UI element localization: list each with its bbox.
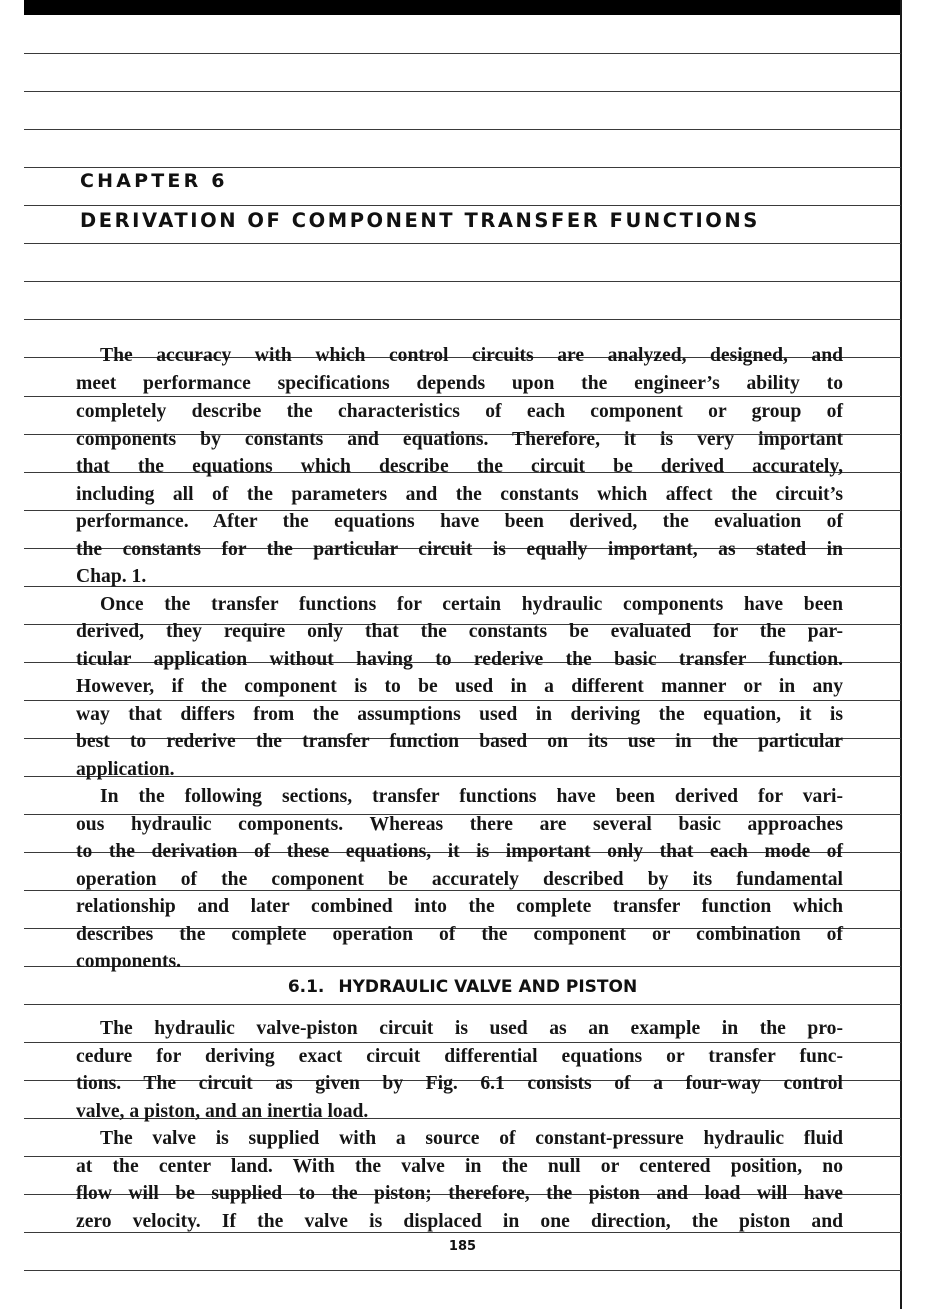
text-line: to the derivation of these equations, it is important only that each mode of <box>76 841 843 862</box>
text-line: meet performance specifications depends upon the engineer’s ability to <box>76 373 843 394</box>
text-line: operation of the component be accurately described by its fundamental <box>76 869 843 890</box>
rule-line <box>24 243 901 244</box>
text-line: In the following sections, transfer functions have been derived for vari- <box>100 786 843 807</box>
section-heading <box>0 977 925 997</box>
text-line: the constants for the particular circuit is equally important, as stated in <box>76 539 843 560</box>
text-line: The valve is supplied with a source of constant-pressure hydraulic fluid <box>100 1128 843 1149</box>
chapter-title: DERIVATION OF COMPONENT TRANSFER FUNCTIONS <box>80 209 760 232</box>
text-line: at the center land. With the valve in the null or centered position, no <box>76 1156 843 1177</box>
text-line: describes the complete operation of the component or combination of <box>76 924 843 945</box>
text-line: ticular application without having to rederive the basic transfer function. <box>76 649 843 670</box>
rule-line <box>24 700 901 701</box>
page-number: 185 <box>448 1239 477 1254</box>
rule-line <box>24 91 901 92</box>
rule-line <box>24 281 901 282</box>
text-line: components. <box>76 951 182 972</box>
rule-line <box>24 1004 901 1005</box>
text-line: However, if the component is to be used in a different manner or in any <box>76 676 843 697</box>
text-line: relationship and later combined into the complete transfer function which <box>76 896 843 917</box>
text-line: best to rederive the transfer function based on its use in the particular <box>76 731 843 752</box>
rule-line <box>24 319 901 320</box>
rule-line <box>24 1042 901 1043</box>
section-number: 6.1. <box>287 977 325 997</box>
rule-line <box>24 129 901 130</box>
text-line: including all of the parameters and the constants which affect the circuit’s <box>76 484 843 505</box>
text-line: flow will be supplied to the piston; therefore, the piston and load will have <box>76 1183 843 1204</box>
text-line: that the equations which describe the circuit be derived accurately, <box>76 456 843 477</box>
text-line: Once the transfer functions for certain hydraulic components have been <box>100 594 843 615</box>
rule-line <box>24 167 901 168</box>
text-line: components by constants and equations. Therefore, it is very important <box>76 429 843 450</box>
rule-line <box>24 396 901 397</box>
text-line: ous hydraulic components. Whereas there are several basic approaches <box>76 814 843 835</box>
text-line: performance. After the equations have been derived, the evaluation of <box>76 511 843 532</box>
text-line: tions. The circuit as given by Fig. 6.1 consists of a four-way control <box>76 1073 843 1094</box>
text-line: The hydraulic valve-piston circuit is used as an example in the pro- <box>100 1018 843 1039</box>
rule-line <box>24 1270 901 1271</box>
rule-line <box>24 53 901 54</box>
text-line: Chap. 1. <box>76 566 147 587</box>
rule-line <box>24 205 901 206</box>
text-line: zero velocity. If the valve is displaced in one direction, the piston and <box>76 1211 843 1232</box>
section-title: HYDRAULIC VALVE AND PISTON <box>338 977 638 997</box>
text-line: application. <box>76 759 175 780</box>
text-line: cedure for deriving exact circuit differential equations or transfer func- <box>76 1046 843 1067</box>
text-line: derived, they require only that the constants be evaluated for the par- <box>76 621 843 642</box>
chapter-label: CHAPTER 6 <box>80 170 228 192</box>
text-line: valve, a piston, and an inertia load. <box>76 1101 369 1122</box>
text-line: completely describe the characteristics of each component or group of <box>76 401 843 422</box>
text-line: way that differs from the assumptions used in deriving the equation, it is <box>76 704 843 725</box>
text-line: The accuracy with which control circuits are analyzed, designed, and <box>100 345 843 366</box>
